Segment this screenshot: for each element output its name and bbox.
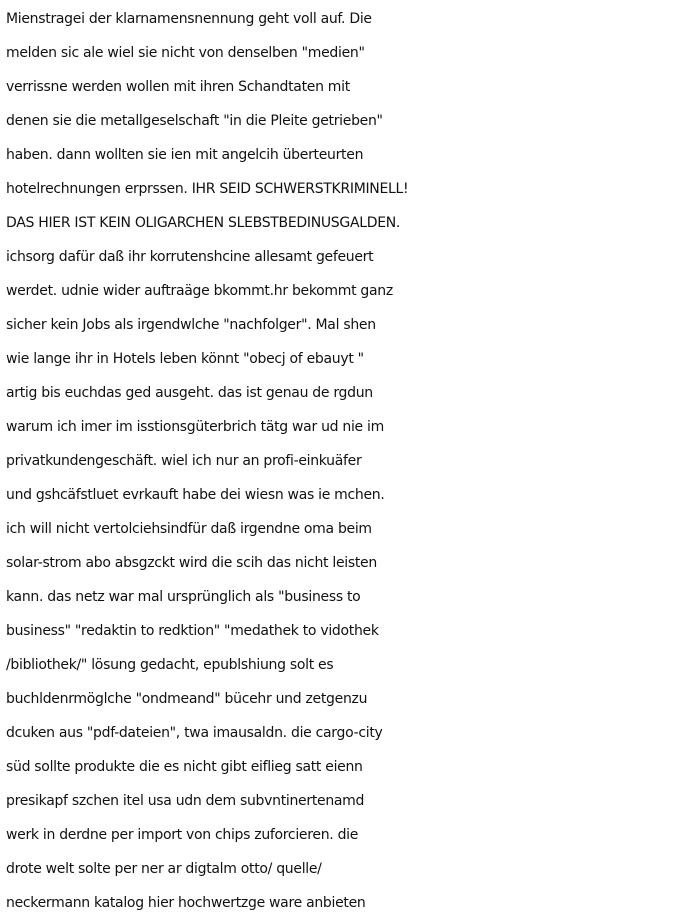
text-line: ichsorg dafür daß ihr korrutenshcine allesamt gefeuert bbox=[6, 249, 374, 265]
text-line: solar-strom abo absgzckt wird die scih das nicht leisten bbox=[6, 555, 377, 571]
text-line: wie lange ihr in Hotels leben könnt "obecj of ebauyt " bbox=[6, 351, 364, 367]
text-line: melden sic ale wiel sie nicht von denselben "medien" bbox=[6, 45, 365, 61]
text-line: süd sollte produkte die es nicht gibt eiflieg satt eienn bbox=[6, 759, 363, 775]
text-line: presikapf szchen itel usa udn dem subvntinertenamd bbox=[6, 793, 365, 809]
text-line: ich will nicht vertolciehsindfür daß irgendne oma beim bbox=[6, 521, 372, 537]
text-line: business" "redaktin to redktion" "medathek to vidothek bbox=[6, 623, 379, 639]
text-line: sicher kein Jobs als irgendwlche "nachfolger". Mal shen bbox=[6, 317, 376, 333]
text-line: werk in derdne per import von chips zuforcieren. die bbox=[6, 827, 359, 843]
text-line: hotelrechnungen erprssen. IHR SEID SCHWERSTKRIMINELL! bbox=[6, 181, 409, 197]
text-line: und gshcäfstluet evrkauft habe dei wiesn was ie mchen. bbox=[6, 487, 385, 503]
text-line: /bibliothek/" lösung gedacht, epublshiung solt es bbox=[6, 657, 334, 673]
text-line: haben. dann wollten sie ien mit angelcih überteurten bbox=[6, 147, 364, 163]
text-line: dcuken aus "pdf-dateien", twa imausaldn. die cargo-city bbox=[6, 725, 383, 741]
text-line: DAS HIER IST KEIN OLIGARCHEN SLEBSTBEDINUSGALDEN. bbox=[6, 215, 401, 231]
text-line: warum ich imer im isstionsgüterbrich tätg war ud nie im bbox=[6, 419, 384, 435]
text-line: buchldenrmöglche "ondmeand" bücehr und zetgenzu bbox=[6, 691, 368, 707]
text-line: drote welt solte per ner ar digtalm otto/ quelle/ bbox=[6, 861, 322, 877]
text-line: verrissne werden wollen mit ihren Schandtaten mit bbox=[6, 79, 350, 95]
text-line: kann. das netz war mal ursprünglich als "business to bbox=[6, 589, 361, 605]
text-line: Mienstragei der klarnamensnennung geht voll auf. Die bbox=[6, 11, 372, 27]
text-line: artig bis euchdas ged ausgeht. das ist genau de rgdun bbox=[6, 385, 373, 401]
body-text bbox=[6, 2, 684, 920]
text-line: privatkundengeschäft. wiel ich nur an profi-einkuäfer bbox=[6, 453, 362, 469]
text-line: werdet. udnie wider auftraäge bkommt.hr bekommt ganz bbox=[6, 283, 393, 299]
text-line: denen sie die metallgeselschaft "in die Pleite getrieben" bbox=[6, 113, 383, 129]
text-line: neckermann katalog hier hochwertzge ware anbieten bbox=[6, 895, 366, 911]
